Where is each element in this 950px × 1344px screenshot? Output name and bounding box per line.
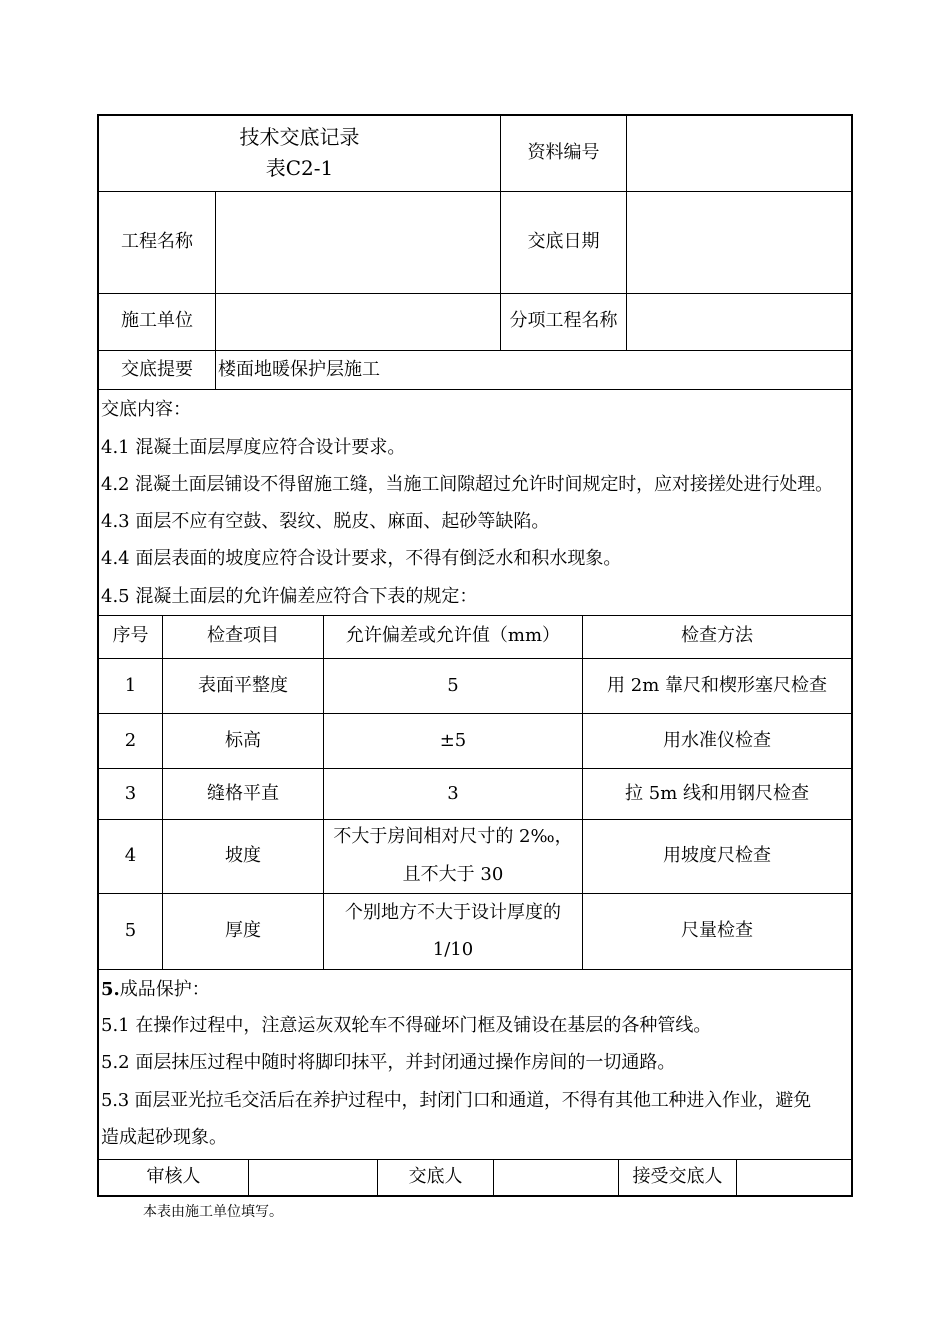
doc-no-label: 资料编号 xyxy=(527,142,600,163)
table-top-border xyxy=(97,615,853,616)
table-cell-value: 且不大于 30 xyxy=(402,864,504,885)
table-row-divider xyxy=(97,713,853,714)
signature-divider xyxy=(493,1159,494,1197)
signature-divider xyxy=(248,1159,249,1197)
table-cell-no: 4 xyxy=(124,845,137,866)
content-item: 4.3 面层不应有空鼓、裂纹、脱皮、麻面、起砂等缺陷。 xyxy=(101,511,550,532)
table-cell-method: 尺量检查 xyxy=(681,920,753,941)
table-header: 检查方法 xyxy=(681,625,753,646)
summary-label: 交底提要 xyxy=(121,359,193,380)
protection-heading-text: 成品保护： xyxy=(119,979,210,1000)
table-cell-no: 3 xyxy=(124,783,137,804)
protection-item: 5.3 面层亚光拉毛交活后在养护过程中，封闭门口和通道，不得有其他工种进入作业，避免 xyxy=(101,1090,811,1111)
summary-field[interactable]: 楼面地暖保护层施工 xyxy=(218,359,380,380)
row-divider xyxy=(97,293,853,294)
date-label: 交底日期 xyxy=(527,231,600,252)
table-cell-item: 厚度 xyxy=(225,920,261,941)
footnote: 本表由施工单位填写。 xyxy=(143,1204,283,1220)
table-cell-no: 1 xyxy=(124,675,137,696)
table-cell-value: 不大于房间相对尺寸的 2‰， xyxy=(333,826,573,847)
table-cell-value: 3 xyxy=(447,783,459,804)
unit-label: 施工单位 xyxy=(121,310,193,331)
table-header: 允许偏差或允许值（mm） xyxy=(345,625,561,646)
table-row-divider xyxy=(97,819,853,820)
protection-heading xyxy=(101,979,210,1001)
protection-item-continued: 造成起砂现象。 xyxy=(101,1127,227,1148)
row-divider xyxy=(97,389,853,390)
content-item: 4.4 面层表面的坡度应符合设计要求，不得有倒泛水和积水现象。 xyxy=(101,548,622,569)
protection-heading-number: 5. xyxy=(101,979,120,1000)
table-row-divider xyxy=(97,893,853,894)
signature-row-top xyxy=(97,1159,853,1160)
table-cell-value: 5 xyxy=(447,675,459,696)
table-cell-method: 用坡度尺检查 xyxy=(663,845,771,866)
table-cell-method: 用水准仪检查 xyxy=(663,730,771,751)
receiver-label: 接受交底人 xyxy=(632,1166,723,1187)
content-item: 4.1 混凝土面层厚度应符合设计要求。 xyxy=(101,437,406,458)
table-cell-method: 用 2m 靠尺和楔形塞尺检查 xyxy=(607,675,827,696)
project-name-label: 工程名称 xyxy=(121,231,193,252)
table-cell-value: 个别地方不大于设计厚度的 xyxy=(345,902,561,923)
discloser-label: 交底人 xyxy=(408,1166,463,1187)
protection-item: 5.1 在操作过程中，注意运灰双轮车不得碰坏门框及铺设在基层的各种管线。 xyxy=(101,1015,712,1036)
table-cell-value: ±5 xyxy=(439,730,467,751)
column-divider xyxy=(215,191,216,389)
table-cell-item: 缝格平直 xyxy=(207,783,279,804)
table-cell-item: 表面平整度 xyxy=(198,675,288,696)
signature-divider xyxy=(736,1159,737,1197)
table-cell-item: 坡度 xyxy=(225,845,261,866)
content-item: 4.5 混凝土面层的允许偏差应符合下表的规定： xyxy=(101,586,478,607)
table-cell-value: 1/10 xyxy=(432,939,474,960)
form-title: 技术交底记录 xyxy=(239,125,360,149)
protection-item: 5.2 面层抹压过程中随时将脚印抹平，并封闭通过操作房间的一切通路。 xyxy=(101,1052,676,1073)
table-cell-item: 标高 xyxy=(225,730,261,751)
table-row-divider xyxy=(97,768,853,769)
table-header: 序号 xyxy=(112,625,149,646)
table-cell-no: 2 xyxy=(124,730,137,751)
table-cell-no: 5 xyxy=(124,920,137,941)
sub-project-label: 分项工程名称 xyxy=(509,310,618,331)
content-item: 4.2 混凝土面层铺设不得留施工缝，当施工间隙超过允许时间规定时，应对接搓处进行处理。 xyxy=(101,474,834,495)
table-bottom-border xyxy=(97,969,853,970)
table-header: 检查项目 xyxy=(207,625,279,646)
form-code: 表C2-1 xyxy=(265,156,334,180)
column-divider xyxy=(626,114,627,350)
table-cell-method: 拉 5m 线和用钢尺检查 xyxy=(625,783,809,804)
row-divider xyxy=(97,350,853,351)
row-divider xyxy=(97,191,853,192)
table-row-divider xyxy=(97,658,853,659)
reviewer-label: 审核人 xyxy=(146,1166,201,1187)
content-heading: 交底内容： xyxy=(101,399,191,420)
